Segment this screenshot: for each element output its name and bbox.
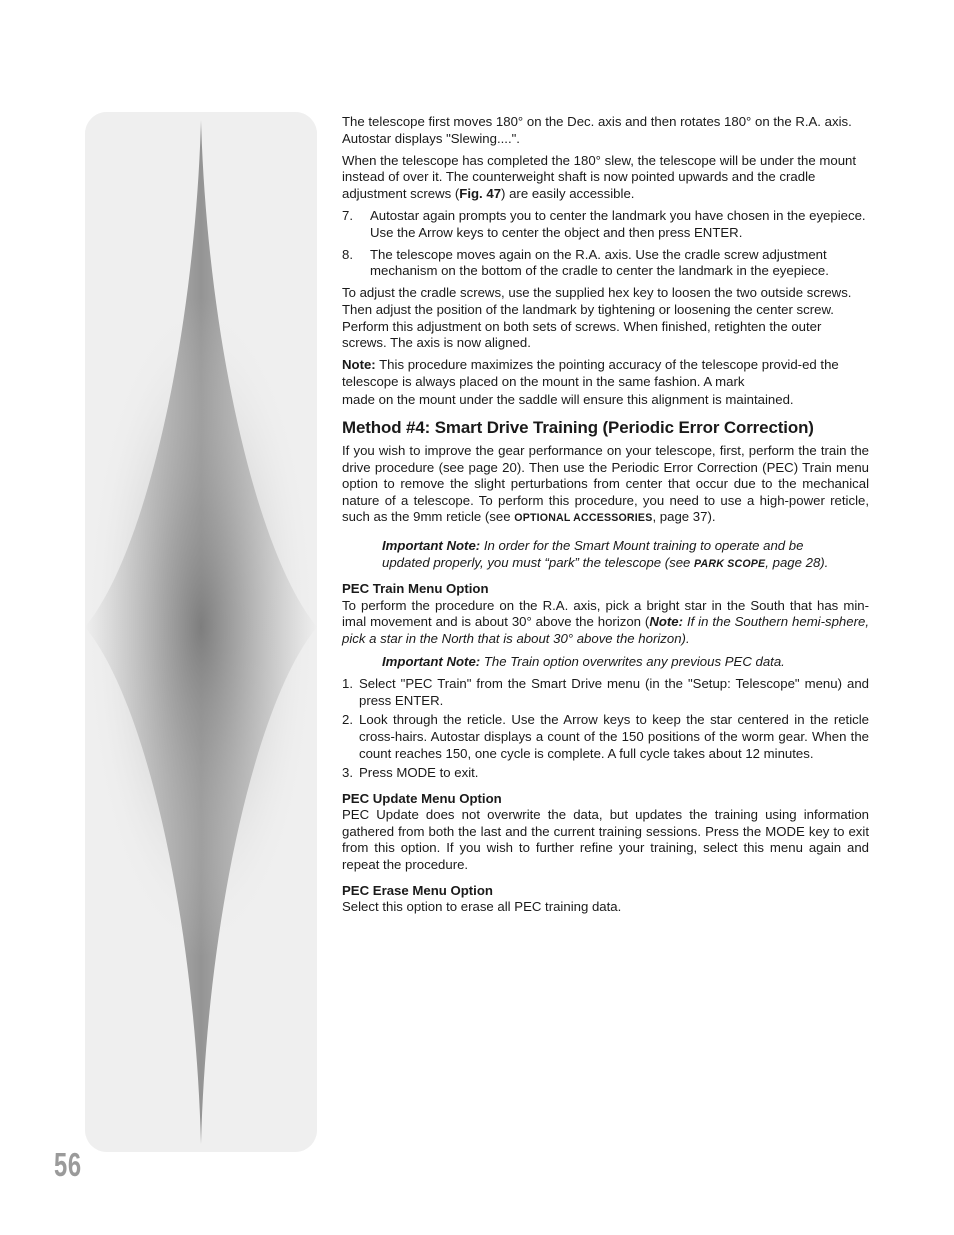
pec-erase-heading: PEC Erase Menu Option [342, 882, 493, 898]
list-item [342, 712, 869, 762]
note-paragraph: Note: This procedure maximizes the pointing accuracy of the telescope provid-ed the telescope is always placed on the mount in the same fashion. A mark [342, 357, 839, 389]
intro-paragraph-1: The telescope first moves 180° on the Dec. axis and then rotates 180° on the R.A. axis. Autostar displays "Slewing....". [342, 114, 852, 146]
method-4-intro: If you wish to improve the gear performance on your telescope, first, perform the train the drive procedure (see page 20). Then use the Periodic Error Correction (PEC) Train menu option to remove the slight perturbations from center that occur due to the mechanical nature of a telescope. To perform this procedure, you need to use a high-power reticle, such as the 9mm reticle (see OPTIONAL ACCESSORIES, page 37). [342, 443, 869, 525]
optional-accessories-reference: OPTIONAL ACCESSORIES [514, 512, 653, 525]
pec-train-intro: To perform the procedure on the R.A. axis, pick a bright star in the South that has min-imal movement and is about 30° above the horizon (Note: If in the Southern hemi-sphere, pick a star in the North that is about 30° above the horizon). [342, 597, 869, 646]
figure-reference: Fig. 47 [459, 185, 502, 201]
pec-train-heading: PEC Train Menu Option [342, 581, 489, 597]
important-note-label: Important Note: [382, 653, 481, 669]
list-item-number: 7. [342, 207, 353, 223]
important-note-park: Important Note: In order for the Smart Mount training to operate and be updated properly, you must “park” the telescope (see PARK SCOPE, page 28). [382, 537, 829, 570]
list-item [342, 765, 869, 782]
park-scope-reference: PARK SCOPE [694, 557, 766, 570]
important-note-label: Important Note: [382, 537, 481, 553]
method-4-heading: Method #4: Smart Drive Training (Periodic Error Correction) [342, 418, 814, 437]
list-item-text: Press MODE to exit. [359, 765, 479, 781]
list-item-number: 3. [342, 765, 353, 781]
intro-paragraph-2: When the telescope has completed the 180° slew, the telescope will be under the mount instead of over it. The counterweight shaft is now pointed upwards and the cradle adjustment screws (Fig. 47) are easily accessible. [342, 152, 857, 201]
list-item-text: Look through the reticle. Use the Arrow keys to keep the star centered in the reticle cross-hairs. Autostar displays a count of the 150 positions of the worm gear. When the count reaches 150, one cycle is complete. A full cycle takes about 12 minutes. [359, 712, 869, 761]
list-item [342, 676, 869, 709]
list-item-number: 8. [342, 246, 353, 262]
list-item-number: 2. [342, 712, 353, 728]
list-item-step-8 [342, 247, 869, 280]
note-paragraph-continued: made on the mount under the saddle will ensure this alignment is maintained. [342, 392, 794, 408]
list-item-step-7 [342, 208, 869, 241]
pec-update-text: PEC Update does not overwrite the data, but updates the training using information gathered from both the last and the current training sessions. Press the MODE key to exit from this option. If you wish to further refine your training, select this menu again and repeat the procedure. [342, 807, 869, 873]
diamond-gradient-graphic [85, 112, 317, 1152]
pec-train-note-label: Note: [649, 614, 684, 630]
decorative-sidebar-panel [85, 112, 317, 1152]
pec-update-heading: PEC Update Menu Option [342, 790, 502, 806]
adjust-paragraph: To adjust the cradle screws, use the supplied hex key to loosen the two outside screws. Then adjust the position of the landmark by tightening or loosening the center screw. Perform this adjustment on both sets of screws. When finished, retighten the outer screws. The axis is now aligned. [342, 285, 852, 351]
page-number: 56 [54, 1146, 82, 1183]
note-label: Note: [342, 357, 376, 373]
important-note-train: Important Note: The Train option overwrites any previous PEC data. [382, 653, 785, 669]
pec-erase-text: Select this option to erase all PEC training data. [342, 899, 622, 915]
list-item-text: Select "PEC Train" from the Smart Drive menu (in the "Setup: Telescope" menu) and press ENTER. [359, 676, 869, 708]
list-item-text: Autostar again prompts you to center the landmark you have chosen in the eyepiece. Use the Arrow keys to center the object and then press ENTER. [370, 207, 866, 240]
main-content [342, 114, 869, 921]
list-item-text: The telescope moves again on the R.A. axis. Use the cradle screw adjustment mechanism on the bottom of the cradle to center the landmark in the eyepiece. [370, 246, 829, 279]
list-item-number: 1. [342, 676, 353, 692]
